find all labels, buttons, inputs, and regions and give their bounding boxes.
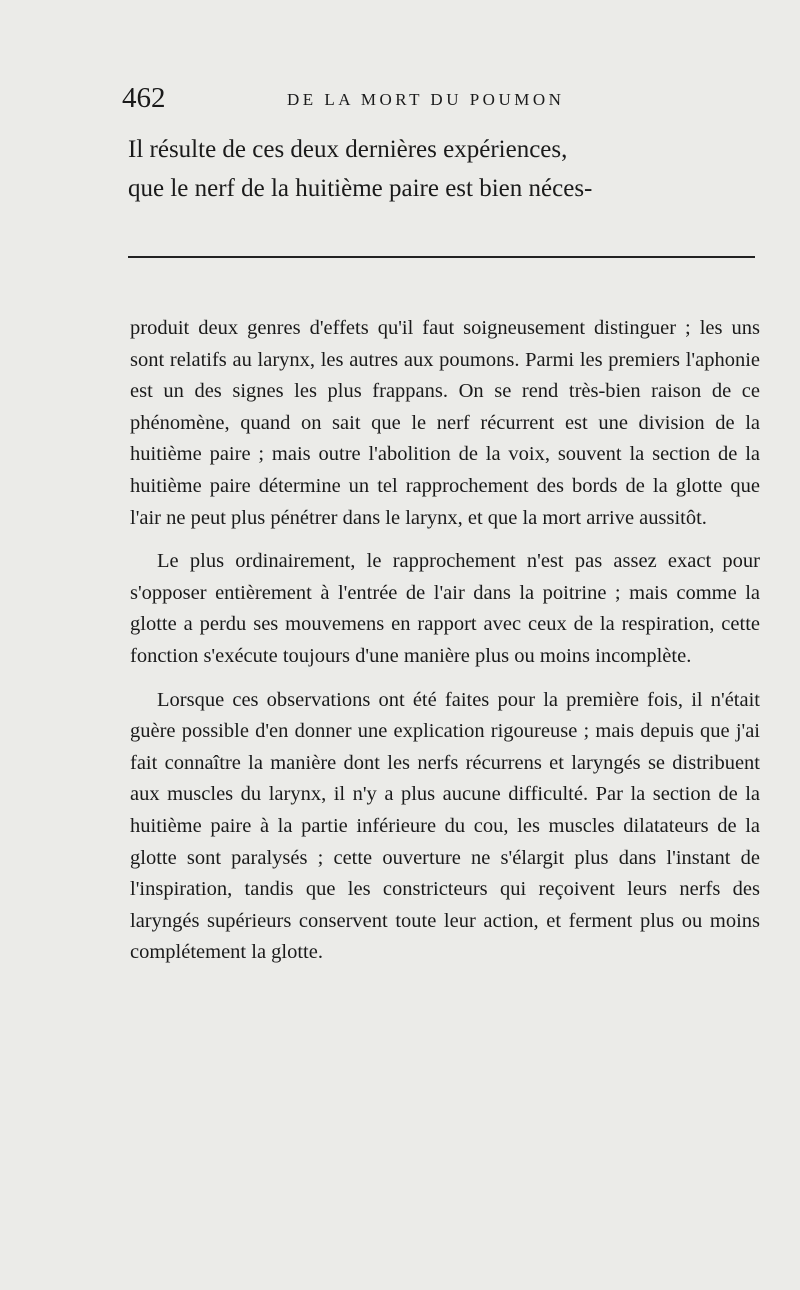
paragraph-2: Le plus ordinairement, le rapprochement n'est pas assez exact pour s'opposer entièrement à l'entrée de l'air dans la poitrine ; mais comme la glotte a perdu ses mouvemens en rapport avec ceux de la respiration, cette fonction s'exécute toujours d'une manière plus ou moins incomplète.: [130, 550, 760, 667]
lead-line-2: que le nerf de la huitième paire est bien néces-: [128, 175, 593, 202]
page-header: [122, 82, 632, 118]
body-text: [130, 313, 760, 969]
running-head: DE LA MORT DU POUMON: [287, 90, 565, 109]
page-number: 462: [122, 82, 166, 114]
lead-text-block: [128, 130, 762, 208]
paragraph-3: Lorsque ces observations ont été faites pour la première fois, il n'était guère possible d'en donner une explication rigoureuse ; mais depuis que j'ai fait connaître la manière dont les nerfs récurrens et laryngés se distribuent aux muscles du larynx, il n'y a plus aucune difficulté. Par la section de la huitième paire à la partie inférieure du cou, les muscles dilatateurs de la glotte sont paralysés ; cette ouverture ne s'élargit plus dans l'instant de l'inspiration, tandis que les constricteurs qui reçoivent leurs nerfs des laryngés supérieurs conservent toute leur action, et ferment plus ou moins complétement la glotte.: [130, 688, 760, 964]
horizontal-rule: [128, 256, 755, 258]
paragraph-1: produit deux genres d'effets qu'il faut soigneusement distinguer ; les uns sont relatifs au larynx, les autres aux poumons. Parmi les premiers l'aphonie est un des signes les plus frappans. On se rend très-bien raison de ce phénomène, quand on sait que le nerf récurrent est une division de la huitième paire ; mais outre l'abolition de la voix, souvent la section de la huitième paire détermine un tel rapprochement des bords de la glotte que l'air ne peut plus pénétrer dans le larynx, et que la mort arrive aussitôt.: [130, 317, 760, 529]
lead-line-1: Il résulte de ces deux dernières expériences,: [128, 136, 568, 163]
